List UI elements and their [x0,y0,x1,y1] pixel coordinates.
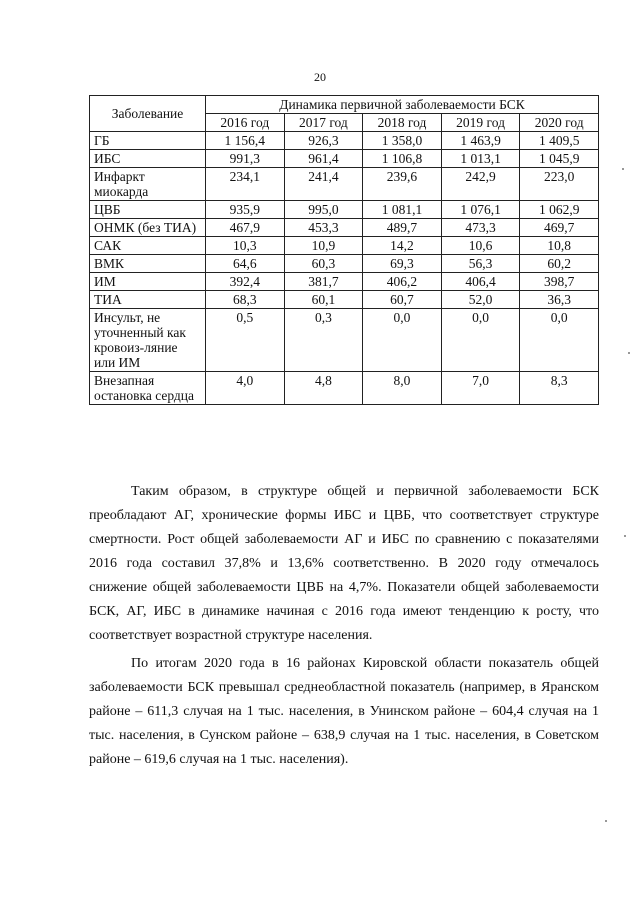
table-cell: 64,6 [206,255,285,273]
table-cell: 10,3 [206,237,285,255]
table-cell: 1 013,1 [441,150,520,168]
year-header: 2016 год [206,114,285,132]
table-header-row [90,96,599,114]
morbidity-table [89,95,599,405]
table-cell: 0,5 [206,309,285,372]
table-cell: 489,7 [363,219,442,237]
table-cell: 381,7 [284,273,363,291]
page-number: 20 [314,70,326,84]
table-cell: 1 409,5 [520,132,599,150]
table-cell: 4,8 [284,372,363,405]
table-cell: 234,1 [206,168,285,201]
table-cell: 1 081,1 [363,201,442,219]
disease-name: ИМ [90,273,206,291]
table-cell: 991,3 [206,150,285,168]
table-cell: 36,3 [520,291,599,309]
table-cell: 1 045,9 [520,150,599,168]
table-cell: 56,3 [441,255,520,273]
year-header: 2018 год [363,114,442,132]
table-cell: 0,0 [520,309,599,372]
scan-speck [628,352,630,354]
table-cell: 10,6 [441,237,520,255]
table-row [90,219,599,237]
table-cell: 60,3 [284,255,363,273]
table-row [90,168,599,201]
table-cell: 1 358,0 [363,132,442,150]
scan-speck [624,535,626,537]
table-cell: 14,2 [363,237,442,255]
table-cell: 1 062,9 [520,201,599,219]
disease-name: ГБ [90,132,206,150]
table-cell: 926,3 [284,132,363,150]
table-cell: 60,1 [284,291,363,309]
table-cell: 469,7 [520,219,599,237]
table-cell: 7,0 [441,372,520,405]
disease-name: Внезапная остановка сердца [90,372,206,405]
body-text [89,480,599,772]
table-cell: 69,3 [363,255,442,273]
table-row [90,372,599,405]
table-cell: 406,4 [441,273,520,291]
table-cell: 60,7 [363,291,442,309]
table-row [90,291,599,309]
year-header: 2019 год [441,114,520,132]
table-cell: 467,9 [206,219,285,237]
table-cell: 10,9 [284,237,363,255]
table-cell: 1 076,1 [441,201,520,219]
disease-name: ВМК [90,255,206,273]
table-cell: 453,3 [284,219,363,237]
disease-name: Инсульт, не уточненный как кровоиз-ляние или ИМ [90,309,206,372]
scan-speck [622,168,624,170]
table-cell: 1 463,9 [441,132,520,150]
table-cell: 0,0 [363,309,442,372]
disease-name: ОНМК (без ТИА) [90,219,206,237]
dynamics-group-header: Динамика первичной заболеваемости БСК [206,96,599,114]
table-cell: 0,0 [441,309,520,372]
table-cell: 1 156,4 [206,132,285,150]
table-row [90,132,599,150]
table-cell: 4,0 [206,372,285,405]
table-cell: 223,0 [520,168,599,201]
disease-name: ИБС [90,150,206,168]
table-row [90,150,599,168]
table-cell: 473,3 [441,219,520,237]
disease-name: САК [90,237,206,255]
table-row [90,255,599,273]
table-cell: 392,4 [206,273,285,291]
year-header: 2017 год [284,114,363,132]
table-cell: 8,3 [520,372,599,405]
disease-name: Инфаркт миокарда [90,168,206,201]
paragraph: По итогам 2020 года в 16 районах Кировской области показатель общей заболеваемости БСК превышал среднеобластной показатель (например, в Яранском районе – 611,3 случая на 1 тыс. населения, в Унинском районе – 604,4 случая на 1 тыс. населения, в Сунском районе – 638,9 случая на 1 тыс. населения, в Советском районе – 619,6 случая на 1 тыс. населения). [89,656,599,767]
table-cell: 961,4 [284,150,363,168]
table-cell: 68,3 [206,291,285,309]
table-cell: 242,9 [441,168,520,201]
table-cell: 52,0 [441,291,520,309]
table-cell: 398,7 [520,273,599,291]
scan-speck [605,820,607,822]
table-row [90,201,599,219]
paragraph: Таким образом, в структуре общей и первичной заболеваемости БСК преобладают АГ, хронические формы ИБС и ЦВБ, что соответствует структуре смертности. Рост общей заболеваемости АГ и ИБС по сравнению с показателями 2016 года составил 37,8% и 13,6% соответственно. В 2020 году отмечалось снижение общей заболеваемости ЦВБ на 4,7%. Показатели общей заболеваемости БСК, АГ, ИБС в динамике начиная с 2016 года имеют тенденцию к росту, что соответствует возрастной структуре населения. [89,484,599,643]
table-row [90,273,599,291]
table-cell: 60,2 [520,255,599,273]
table-cell: 1 106,8 [363,150,442,168]
table-row [90,237,599,255]
table-cell: 241,4 [284,168,363,201]
table-cell: 8,0 [363,372,442,405]
table-cell: 995,0 [284,201,363,219]
table-row [90,309,599,372]
table-cell: 406,2 [363,273,442,291]
year-header: 2020 год [520,114,599,132]
disease-name: ТИА [90,291,206,309]
disease-name: ЦВБ [90,201,206,219]
table-cell: 239,6 [363,168,442,201]
table-cell: 10,8 [520,237,599,255]
table-cell: 0,3 [284,309,363,372]
disease-column-header: Заболевание [90,96,206,132]
table-cell: 935,9 [206,201,285,219]
